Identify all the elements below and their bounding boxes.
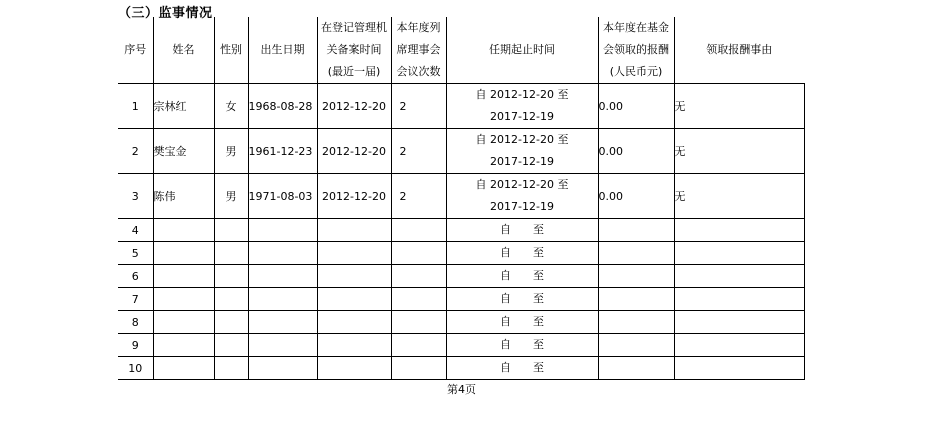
table-row bbox=[118, 265, 804, 288]
cell-name bbox=[153, 242, 214, 265]
header-filing: 在登记管理机 关备案时间 (最近一届) bbox=[317, 17, 391, 84]
cell-seq: 7 bbox=[118, 288, 153, 311]
header-term: 任期起止时间 bbox=[446, 17, 598, 84]
cell-filing bbox=[317, 242, 391, 265]
cell-birth bbox=[248, 242, 317, 265]
cell-pay bbox=[598, 357, 674, 380]
cell-seq: 9 bbox=[118, 334, 153, 357]
cell-reason: 无 bbox=[674, 84, 804, 129]
cell-gender bbox=[214, 334, 248, 357]
cell-birth bbox=[248, 357, 317, 380]
cell-birth: 1961-12-23 bbox=[248, 129, 317, 174]
cell-name: 樊宝金 bbox=[153, 129, 214, 174]
supervisors-table bbox=[118, 17, 805, 380]
cell-seq: 1 bbox=[118, 84, 153, 129]
cell-term: 自 至 bbox=[446, 265, 598, 288]
cell-meetings bbox=[391, 219, 446, 242]
cell-seq: 5 bbox=[118, 242, 153, 265]
cell-gender: 男 bbox=[214, 129, 248, 174]
header-reason: 领取报酬事由 bbox=[674, 17, 804, 84]
cell-name bbox=[153, 311, 214, 334]
cell-filing: 2012-12-20 bbox=[317, 84, 391, 129]
cell-term: 自 至 bbox=[446, 334, 598, 357]
cell-seq: 6 bbox=[118, 265, 153, 288]
cell-term: 自 至 bbox=[446, 219, 598, 242]
cell-pay: 0.00 bbox=[598, 174, 674, 219]
header-seq: 序号 bbox=[118, 17, 153, 84]
cell-gender: 男 bbox=[214, 174, 248, 219]
cell-term: 自 至 bbox=[446, 357, 598, 380]
section-title: （三）监事情况 bbox=[118, 6, 213, 21]
cell-filing bbox=[317, 334, 391, 357]
header-meetings: 本年度列 席理事会 会议次数 bbox=[391, 17, 446, 84]
cell-birth bbox=[248, 334, 317, 357]
header-gender: 性别 bbox=[214, 17, 248, 84]
cell-name bbox=[153, 357, 214, 380]
cell-name: 陈伟 bbox=[153, 174, 214, 219]
cell-reason bbox=[674, 242, 804, 265]
header-name: 姓名 bbox=[153, 17, 214, 84]
cell-seq: 4 bbox=[118, 219, 153, 242]
cell-reason: 无 bbox=[674, 129, 804, 174]
table-row bbox=[118, 219, 804, 242]
cell-gender bbox=[214, 311, 248, 334]
cell-gender: 女 bbox=[214, 84, 248, 129]
cell-name bbox=[153, 288, 214, 311]
table-row bbox=[118, 357, 804, 380]
table-row bbox=[118, 334, 804, 357]
table-row bbox=[118, 174, 804, 219]
cell-meetings bbox=[391, 265, 446, 288]
cell-term: 自 2012-12-20 至 2017-12-19 bbox=[446, 174, 598, 219]
cell-seq: 8 bbox=[118, 311, 153, 334]
table-row bbox=[118, 129, 804, 174]
cell-pay: 0.00 bbox=[598, 129, 674, 174]
cell-filing bbox=[317, 357, 391, 380]
cell-reason bbox=[674, 357, 804, 380]
cell-seq: 3 bbox=[118, 174, 153, 219]
cell-pay bbox=[598, 288, 674, 311]
cell-name: 宗林红 bbox=[153, 84, 214, 129]
cell-birth bbox=[248, 219, 317, 242]
cell-gender bbox=[214, 219, 248, 242]
cell-gender bbox=[214, 288, 248, 311]
cell-birth bbox=[248, 288, 317, 311]
cell-reason bbox=[674, 334, 804, 357]
cell-pay bbox=[598, 265, 674, 288]
table-row bbox=[118, 242, 804, 265]
cell-name bbox=[153, 265, 214, 288]
cell-meetings: 2 bbox=[391, 174, 446, 219]
table-row bbox=[118, 288, 804, 311]
cell-filing: 2012-12-20 bbox=[317, 129, 391, 174]
cell-term: 自 2012-12-20 至 2017-12-19 bbox=[446, 129, 598, 174]
cell-term: 自 2012-12-20 至 2017-12-19 bbox=[446, 84, 598, 129]
cell-pay: 0.00 bbox=[598, 84, 674, 129]
cell-meetings bbox=[391, 242, 446, 265]
cell-pay bbox=[598, 242, 674, 265]
page-number: 第4页 bbox=[447, 383, 476, 396]
cell-name bbox=[153, 334, 214, 357]
cell-meetings: 2 bbox=[391, 129, 446, 174]
cell-filing: 2012-12-20 bbox=[317, 174, 391, 219]
cell-pay bbox=[598, 219, 674, 242]
cell-birth: 1968-08-28 bbox=[248, 84, 317, 129]
cell-meetings bbox=[391, 311, 446, 334]
cell-birth: 1971-08-03 bbox=[248, 174, 317, 219]
cell-seq: 2 bbox=[118, 129, 153, 174]
header-birth: 出生日期 bbox=[248, 17, 317, 84]
cell-reason bbox=[674, 265, 804, 288]
cell-filing bbox=[317, 265, 391, 288]
cell-gender bbox=[214, 357, 248, 380]
cell-gender bbox=[214, 265, 248, 288]
cell-meetings bbox=[391, 357, 446, 380]
cell-meetings: 2 bbox=[391, 84, 446, 129]
cell-reason bbox=[674, 219, 804, 242]
cell-gender bbox=[214, 242, 248, 265]
cell-meetings bbox=[391, 334, 446, 357]
cell-filing bbox=[317, 219, 391, 242]
cell-name bbox=[153, 219, 214, 242]
cell-term: 自 至 bbox=[446, 288, 598, 311]
cell-birth bbox=[248, 265, 317, 288]
cell-reason: 无 bbox=[674, 174, 804, 219]
cell-filing bbox=[317, 288, 391, 311]
table-row bbox=[118, 311, 804, 334]
cell-reason bbox=[674, 311, 804, 334]
cell-term: 自 至 bbox=[446, 242, 598, 265]
cell-pay bbox=[598, 311, 674, 334]
header-row bbox=[118, 17, 804, 84]
cell-filing bbox=[317, 311, 391, 334]
cell-pay bbox=[598, 334, 674, 357]
cell-term: 自 至 bbox=[446, 311, 598, 334]
cell-reason bbox=[674, 288, 804, 311]
header-pay: 本年度在基金 会领取的报酬 (人民币元) bbox=[598, 17, 674, 84]
table-row bbox=[118, 84, 804, 129]
cell-birth bbox=[248, 311, 317, 334]
cell-seq: 10 bbox=[118, 357, 153, 380]
cell-meetings bbox=[391, 288, 446, 311]
